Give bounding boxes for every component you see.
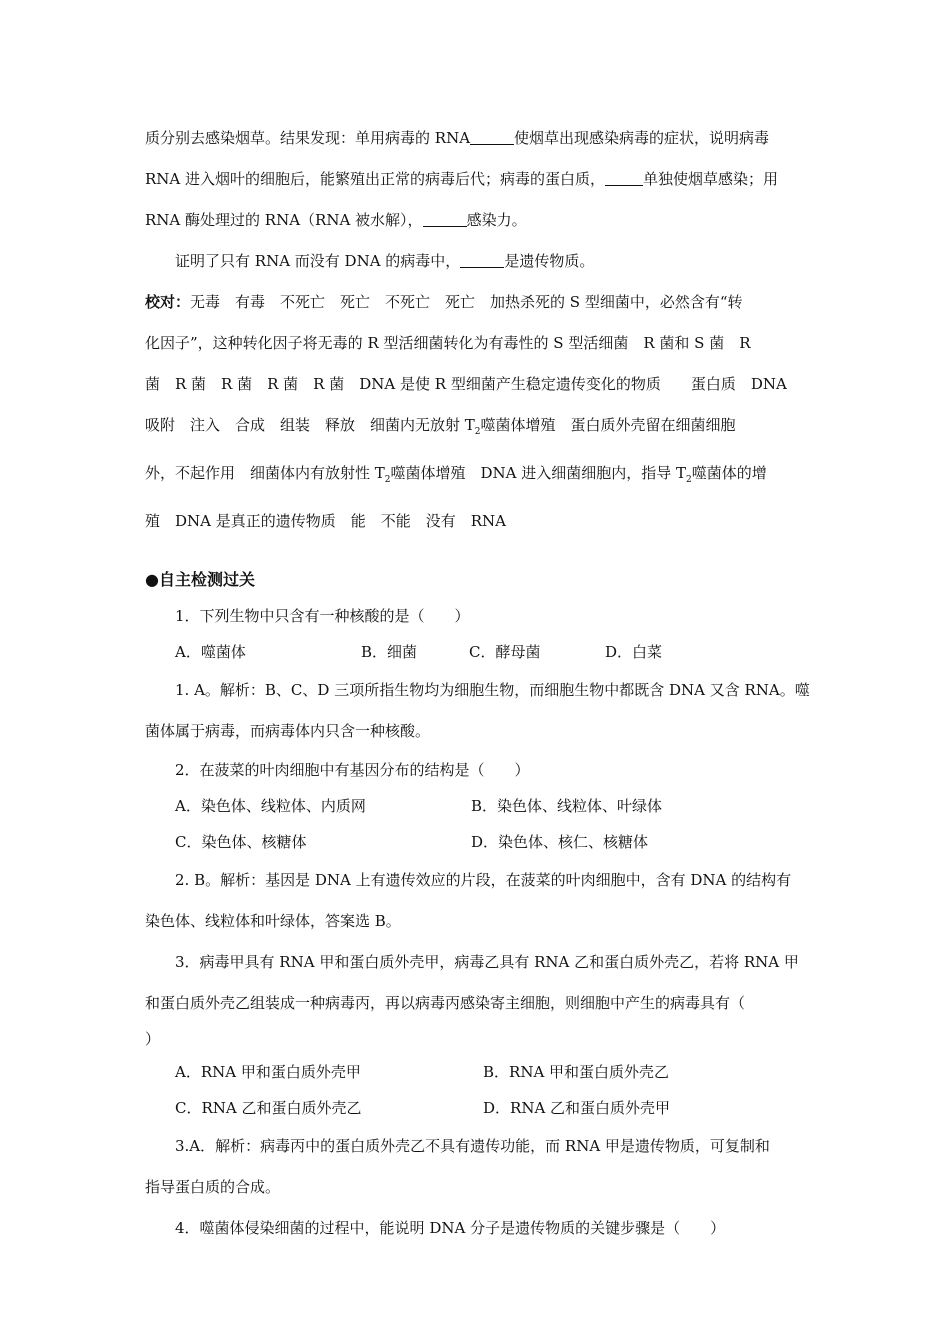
answer-key-line-4 (145, 405, 810, 453)
section-title: ●自主检测过关 (145, 570, 255, 589)
text: 单独使烟草感染；用 (643, 170, 779, 188)
q2-option-c: C．染色体、核糖体 (175, 833, 307, 851)
answer-blank (423, 212, 467, 227)
q4-stem: 4．噬菌体侵染细菌的过程中，能说明 DNA 分子是遗传物质的关键步骤是（ ） (175, 1219, 726, 1237)
q2-answer-line-2: 染色体、线粒体和叶绿体，答案选 B。 (145, 912, 401, 930)
q3-options-row-2 (145, 1090, 810, 1126)
text: 质分别去感染烟草。结果发现：单用病毒的 RNA (145, 129, 471, 147)
text: 使烟草出现感染病毒的症状，说明病毒 (514, 129, 770, 147)
text: 噬菌体增殖 蛋白质外壳留在细菌细胞 (480, 416, 736, 434)
intro-line-2 (145, 159, 810, 200)
q3-stem-line-1: 3．病毒甲具有 RNA 甲和蛋白质外壳甲，病毒乙具有 RNA 乙和蛋白质外壳乙，若将 RNA 甲 (175, 953, 799, 971)
text: 外，不起作用 细菌体内有放射性 T (145, 464, 385, 482)
q3-stem-line-3: ） (145, 1030, 161, 1048)
q3-answer-line-2: 指导蛋白质的合成。 (145, 1178, 281, 1196)
q1-option-b: B．细菌 (361, 643, 418, 661)
q3-stem-line-2: 和蛋白质外壳乙组装成一种病毒丙，再以病毒丙感染寄主细胞，则细胞中产生的病毒具有（ (145, 994, 746, 1012)
answer-key-line-1 (145, 282, 810, 323)
answer-key-label: 校对： (145, 293, 191, 311)
q2-option-a: A．染色体、线粒体、内质网 (175, 797, 366, 815)
q1-answer-line-1: 1. A。解析：B、C、D 三项所指生物均为细胞生物，而细胞生物中都既含 DNA 又含 RNA。噬 (175, 681, 810, 699)
intro-line-4 (145, 241, 810, 282)
answer-blank (470, 130, 514, 145)
text: 感染力。 (466, 211, 527, 229)
q3-option-c: C．RNA 乙和蛋白质外壳乙 (175, 1099, 362, 1117)
text: 无毒 有毒 不死亡 死亡 不死亡 死亡 加热杀死的 S 型细菌中，必然含有“转 (190, 293, 743, 311)
text: 是遗传物质。 (504, 252, 595, 270)
q1-option-c: C．酵母菌 (469, 643, 541, 661)
text: 噬菌体的增 (691, 464, 767, 482)
text: RNA 酶处理过的 RNA（RNA 被水解）， (145, 211, 423, 229)
text: 吸附 注入 合成 组装 释放 细菌内无放射 T (145, 416, 475, 434)
q1-option-a: A．噬菌体 (175, 643, 246, 661)
text: 噬菌体增殖 DNA 进入细菌细胞内，指导 T (390, 464, 687, 482)
q2-options-row-2 (145, 824, 810, 860)
intro-line-1 (145, 118, 810, 159)
q2-option-b: B．染色体、线粒体、叶绿体 (471, 797, 663, 815)
subscript: 2 (686, 475, 692, 485)
q3-option-b: B．RNA 甲和蛋白质外壳乙 (483, 1063, 670, 1081)
q3-option-d: D．RNA 乙和蛋白质外壳甲 (483, 1099, 671, 1117)
answer-key-line-3: 菌 R 菌 R 菌 R 菌 R 菌 DNA 是使 R 型细菌产生稳定遗传变化的物质 蛋白质 DNA (145, 375, 787, 393)
text: 证明了只有 RNA 而没有 DNA 的病毒中， (175, 252, 461, 270)
answer-key-line-2: 化因子”，这种转化因子将无毒的 R 型活细菌转化为有毒性的 S 型活细菌 R 菌和 S 菌 R (145, 334, 751, 352)
answer-key-line-5 (145, 453, 810, 501)
q2-options-row-1 (145, 788, 810, 824)
q1-stem: 1．下列生物中只含有一种核酸的是（ ） (175, 607, 470, 625)
answer-blank (605, 171, 643, 186)
q3-options-row-1 (145, 1054, 810, 1090)
document-page (145, 118, 810, 1249)
q2-stem: 2．在菠菜的叶肉细胞中有基因分布的结构是（ ） (175, 761, 530, 779)
q1-options (145, 634, 810, 670)
q1-option-d: D．白菜 (605, 643, 663, 661)
answer-blank (460, 253, 504, 268)
q3-option-a: A．RNA 甲和蛋白质外壳甲 (175, 1063, 361, 1081)
subscript: 2 (474, 427, 481, 437)
answer-key-line-6: 殖 DNA 是真正的遗传物质 能 不能 没有 RNA (145, 512, 507, 530)
q2-answer-line-1: 2. B。解析：基因是 DNA 上有遗传效应的片段，在菠菜的叶肉细胞中，含有 DNA 的结构有 (175, 871, 792, 889)
intro-line-3 (145, 200, 810, 241)
subscript: 2 (384, 475, 391, 485)
q2-option-d: D．染色体、核仁、核糖体 (471, 833, 649, 851)
q1-answer-line-2: 菌体属于病毒，而病毒体内只含一种核酸。 (145, 722, 431, 740)
q3-answer-line-1: 3.A．解析：病毒丙中的蛋白质外壳乙不具有遗传功能，而 RNA 甲是遗传物质，可复制和 (175, 1137, 770, 1155)
text: RNA 进入烟叶的细胞后，能繁殖出正常的病毒后代；病毒的蛋白质， (145, 170, 606, 188)
